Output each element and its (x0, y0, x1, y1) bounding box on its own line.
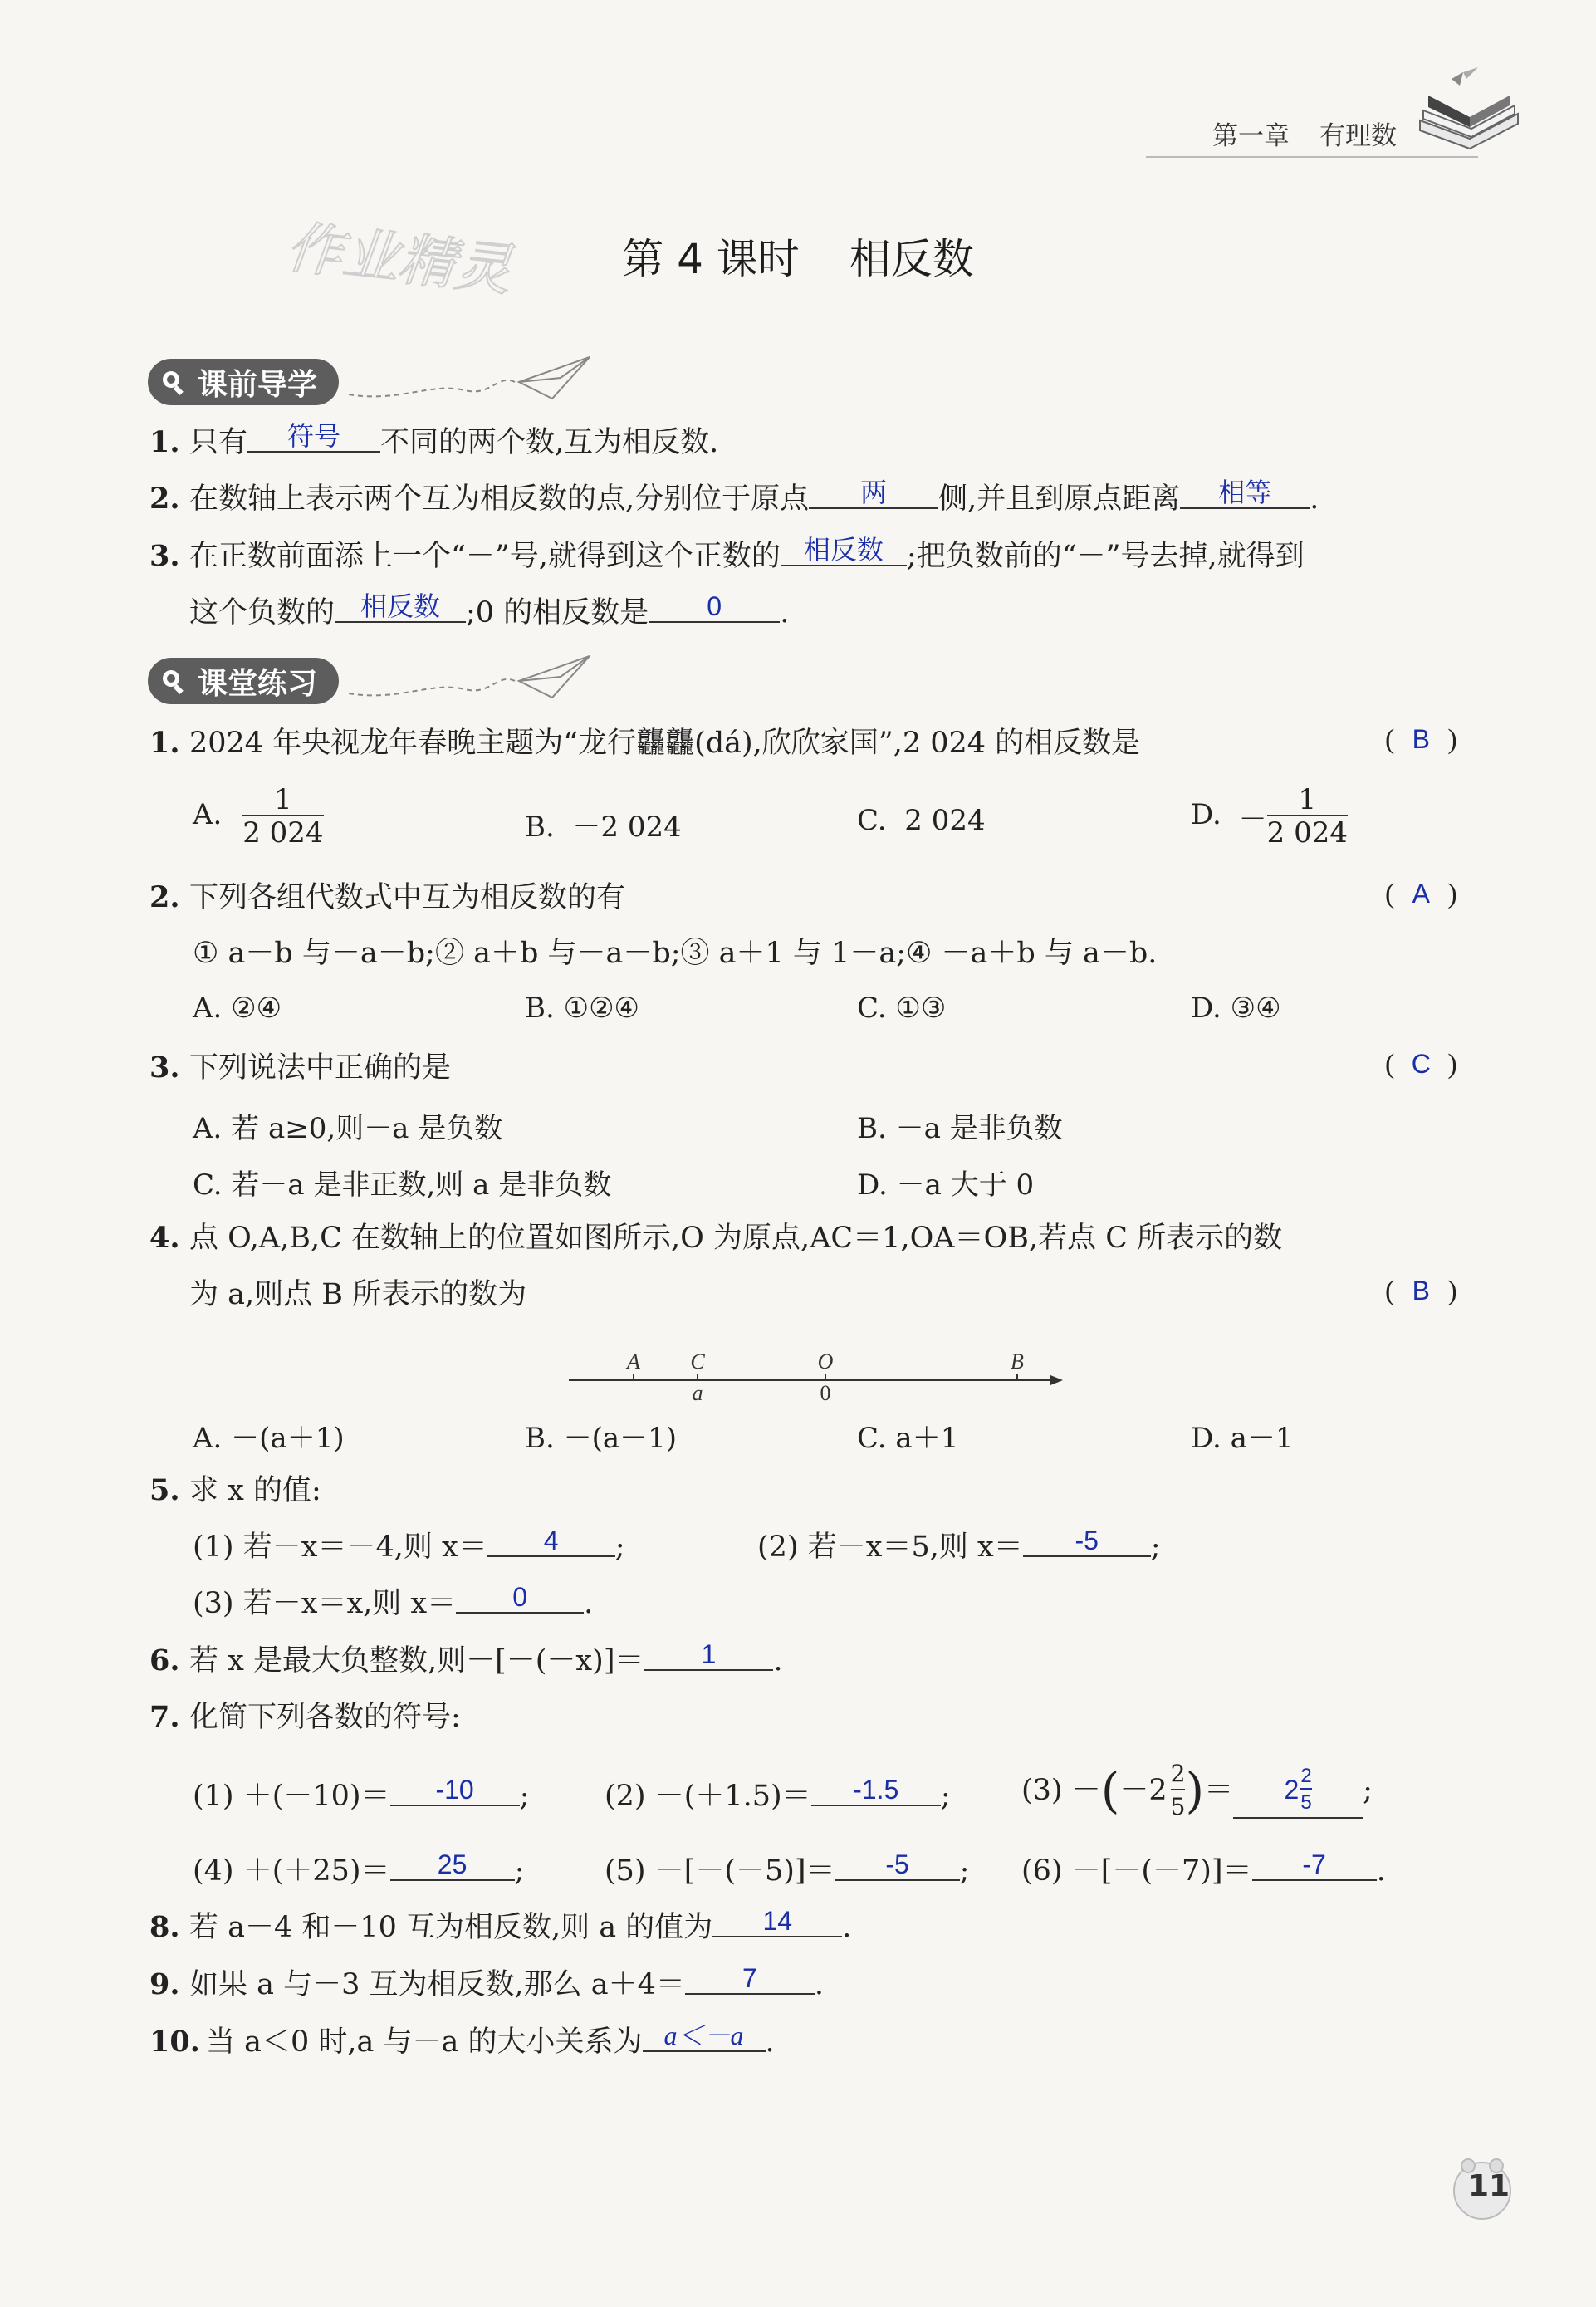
question-text: 不同的两个数,互为相反数. (380, 426, 719, 459)
question-text: 侧,并且到原点距离 (938, 482, 1181, 516)
s2-q8 (149, 1908, 851, 1947)
option-c: C. a＋1 (857, 1422, 959, 1455)
option-label: C. (857, 804, 887, 837)
answer-blank[interactable]: -7 (1252, 1849, 1377, 1881)
chapter-label: 第一章 (1212, 121, 1290, 151)
answer-choice[interactable]: B (1412, 1276, 1430, 1305)
answer-denominator: 5 (1300, 1788, 1311, 1815)
s2-q7-p2 (605, 1777, 950, 1815)
s2-q4 (149, 1219, 1282, 1257)
axis-label-c: C (690, 1349, 705, 1374)
s2-q1 (149, 724, 1140, 762)
s2-q4-line2: 为 a,则点 B 所表示的数为 (189, 1278, 527, 1311)
option-label: A. (193, 798, 223, 831)
option-text: 2 024 (904, 804, 986, 837)
s2-q7-p5 (605, 1849, 970, 1890)
s2-q3 (149, 1049, 451, 1087)
option-b: B. －(a－1) (525, 1422, 678, 1455)
s2-q5-p3 (193, 1582, 594, 1623)
axis-value-0: 0 (820, 1381, 831, 1403)
option-c: C. 若－a 是非正数,则 a 是非负数 (193, 1168, 612, 1202)
answer-blank[interactable]: 相反数 (781, 535, 907, 566)
question-text: 如果 a 与－3 互为相反数,那么 a＋4＝ (189, 1968, 685, 2001)
question-number: 3. (149, 1051, 180, 1085)
question-number: 1. (149, 425, 180, 459)
section-pill-practice (148, 658, 339, 704)
s2-q7-p4 (193, 1849, 525, 1890)
fraction (1171, 1759, 1186, 1822)
answer-paren: ( B ) (1385, 1276, 1457, 1306)
separator: . (773, 1644, 783, 1678)
question-text: 点 O,A,B,C 在数轴上的位置如图所示,O 为原点,AC＝1,OA＝OB,若点 C 所表示的数 (189, 1222, 1283, 1255)
question-number: 7. (149, 1700, 180, 1734)
s2-q5 (149, 1472, 321, 1510)
answer-blank[interactable]: 1 (644, 1639, 773, 1671)
option-d (1191, 785, 1348, 848)
answer-paren: ( A ) (1385, 879, 1457, 909)
question-number: 10. (149, 2025, 200, 2059)
watermark: 作业精灵 (282, 214, 515, 304)
question-text: (2) 若－x＝5,则 x＝ (757, 1531, 1023, 1564)
question-text: (4) ＋(＋25)＝ (193, 1854, 390, 1888)
magnifier-icon (159, 368, 188, 396)
question-text: . (1310, 482, 1319, 516)
numerator: 2 (1170, 1760, 1186, 1787)
s2-q2 (149, 879, 625, 917)
separator: ; (614, 1531, 625, 1564)
s2-q9 (149, 1963, 825, 2004)
axis-label-a: A (627, 1349, 640, 1374)
option-a (193, 785, 324, 848)
question-text: (3) － (1021, 1774, 1101, 1807)
section-title: 课堂练习 (198, 666, 318, 701)
chapter-name: 有理数 (1319, 121, 1397, 151)
answer-fraction (1300, 1765, 1311, 1815)
question-text: (5) －[－(－5)]＝ (605, 1854, 835, 1888)
s2-q5-p2 (757, 1528, 1161, 1566)
question-text: 若 x 是最大负整数,则－[－(－x)]＝ (189, 1644, 644, 1678)
answer-numerator: 2 (1300, 1765, 1312, 1787)
option-sign: － (1238, 802, 1267, 836)
answer-blank[interactable]: a＜－a (643, 2020, 766, 2052)
lesson-title (0, 226, 1596, 286)
separator: . (1376, 1854, 1386, 1888)
option-b: B. －a 是非负数 (857, 1112, 1063, 1145)
magnifier-icon (159, 667, 188, 695)
lesson-title-text: 相反数 (849, 235, 974, 283)
answer-blank[interactable] (1233, 1762, 1363, 1819)
answer-blank[interactable]: 25 (390, 1849, 515, 1881)
question-text: (2) －(＋1.5)＝ (605, 1780, 811, 1813)
question-text: 求 x 的值: (189, 1474, 321, 1507)
denominator: 5 (1171, 1789, 1186, 1822)
s1-q2 (149, 480, 1319, 518)
answer-blank[interactable]: -1.5 (811, 1775, 941, 1806)
option-d: D. －a 大于 0 (857, 1168, 1035, 1202)
question-number: 8. (149, 1910, 180, 1944)
section-title: 课前导学 (198, 367, 318, 402)
answer-choice[interactable]: C (1411, 1049, 1431, 1079)
question-text: ;把负数前的“－”号去掉,就得到 (906, 540, 1305, 573)
separator: . (584, 1587, 594, 1620)
answer-blank[interactable]: -5 (835, 1849, 960, 1881)
paper-plane-icon (349, 349, 590, 407)
option-label: B. (525, 811, 555, 844)
question-text: 化简下列各数的符号: (189, 1701, 461, 1734)
question-number: 9. (149, 1967, 180, 2001)
axis-label-b: B (1011, 1349, 1024, 1374)
s2-q7-p3 (1021, 1759, 1373, 1822)
question-text: 下列各组代数式中互为相反数的有 (189, 881, 626, 914)
option-c (857, 804, 986, 837)
answer-blank[interactable]: 14 (712, 1906, 842, 1937)
books-icon (1412, 62, 1524, 158)
denominator: 2 024 (1266, 816, 1349, 850)
s2-q6 (149, 1639, 783, 1680)
answer-blank[interactable]: 4 (487, 1526, 615, 1557)
answer-blank[interactable]: 7 (685, 1963, 815, 1995)
question-text: . (780, 596, 790, 629)
question-text: 在正数前面添上一个“－”号,就得到这个正数的 (189, 540, 781, 573)
answer-blank[interactable]: 0 (456, 1582, 584, 1614)
axis-label-o: O (817, 1349, 834, 1374)
separator: ; (519, 1780, 530, 1813)
question-text: 2024 年央视龙年春晚主题为“龙行龘龘(dá),欣欣家国”,2 024 的相反数是 (189, 727, 1141, 760)
fraction (1267, 785, 1348, 848)
separator: . (842, 1911, 852, 1944)
s1-q1 (149, 421, 719, 462)
answer-choice[interactable]: A (1412, 879, 1430, 909)
separator: . (765, 2025, 775, 2059)
option-a: A. ②④ (193, 992, 282, 1025)
separator: . (814, 1968, 825, 2001)
mixed-whole: －2 (1119, 1774, 1168, 1807)
question-text: 只有 (189, 426, 248, 459)
separator: ; (514, 1854, 525, 1888)
question-text: (1) ＋(－10)＝ (193, 1780, 390, 1813)
answer-blank[interactable]: -10 (390, 1775, 520, 1806)
answer-blank[interactable]: 符号 (247, 421, 380, 453)
question-number: 2. (149, 880, 180, 914)
question-text: 这个负数的 (189, 596, 335, 629)
separator: ; (1363, 1774, 1373, 1807)
option-label: D. (1191, 798, 1221, 831)
question-text: 当 a＜0 时,a 与－a 的大小关系为 (206, 2025, 643, 2059)
answer-blank[interactable]: 两 (809, 478, 938, 509)
separator: ; (959, 1854, 970, 1888)
question-text: (6) －[－(－7)]＝ (1021, 1854, 1252, 1888)
question-text: (1) 若－x＝－4,则 x＝ (193, 1531, 487, 1564)
denominator: 2 024 (242, 816, 324, 850)
axis-value-a: a (692, 1381, 703, 1403)
paren-left: ( (1100, 1762, 1120, 1819)
s1-q3 (149, 537, 1305, 576)
s1-q3-line2 (189, 591, 790, 632)
paren-right: ) (1185, 1762, 1205, 1819)
question-number: 6. (149, 1643, 180, 1678)
question-text: (3) 若－x＝x,则 x＝ (193, 1587, 457, 1620)
s2-q2-items: ① a－b 与－a－b;② a＋b 与－a－b;③ a＋1 与 1－a;④ －a＋b 与 a－b. (193, 937, 1158, 970)
numerator: 1 (1298, 783, 1317, 816)
page-number: 11 (1468, 2169, 1510, 2203)
chapter-header (1212, 115, 1397, 152)
question-number: 3. (149, 539, 180, 573)
s2-q7-p1 (193, 1777, 529, 1815)
separator: ; (1150, 1531, 1161, 1564)
number-line (565, 1337, 1063, 1403)
s2-q7-p6 (1021, 1849, 1386, 1890)
answer-blank[interactable]: 0 (649, 591, 780, 623)
equals-sign: ＝ (1204, 1774, 1234, 1807)
s2-q5-p1 (193, 1528, 625, 1566)
option-a: A. －(a＋1) (193, 1422, 345, 1455)
answer-blank[interactable]: -5 (1023, 1526, 1151, 1557)
paper-plane-icon (349, 648, 590, 706)
question-text: 若 a－4 和－10 互为相反数,则 a 的值为 (189, 1911, 713, 1944)
fraction (242, 785, 323, 848)
question-text: ;0 的相反数是 (466, 596, 649, 629)
separator: ; (940, 1780, 951, 1813)
question-text: 在数轴上表示两个互为相反数的点,分别位于原点 (189, 482, 810, 516)
answer-blank[interactable]: 相等 (1180, 478, 1310, 509)
lesson-number: 第 4 课时 (622, 235, 800, 283)
option-text: －2 024 (572, 811, 682, 844)
numerator: 1 (274, 783, 292, 816)
question-text: 下列说法中正确的是 (189, 1051, 452, 1085)
section-pill-preview (148, 359, 339, 405)
answer-paren: ( B ) (1385, 724, 1457, 755)
option-b: B. ①②④ (525, 992, 640, 1025)
option-c: C. ①③ (857, 992, 947, 1025)
answer-whole: 2 (1284, 1775, 1300, 1805)
question-number: 1. (149, 726, 180, 760)
question-number: 2. (149, 482, 180, 516)
answer-blank[interactable]: 相反数 (335, 591, 466, 623)
answer-paren: ( C ) (1385, 1049, 1457, 1080)
s2-q10 (149, 2020, 775, 2061)
answer-choice[interactable]: B (1412, 724, 1430, 754)
option-d: D. a－1 (1191, 1422, 1294, 1455)
option-b (525, 804, 682, 845)
s2-q7 (149, 1698, 461, 1736)
question-number: 5. (149, 1473, 180, 1507)
option-a: A. 若 a≥0,则－a 是负数 (193, 1112, 503, 1145)
question-number: 4. (149, 1221, 180, 1255)
option-d: D. ③④ (1191, 992, 1281, 1025)
